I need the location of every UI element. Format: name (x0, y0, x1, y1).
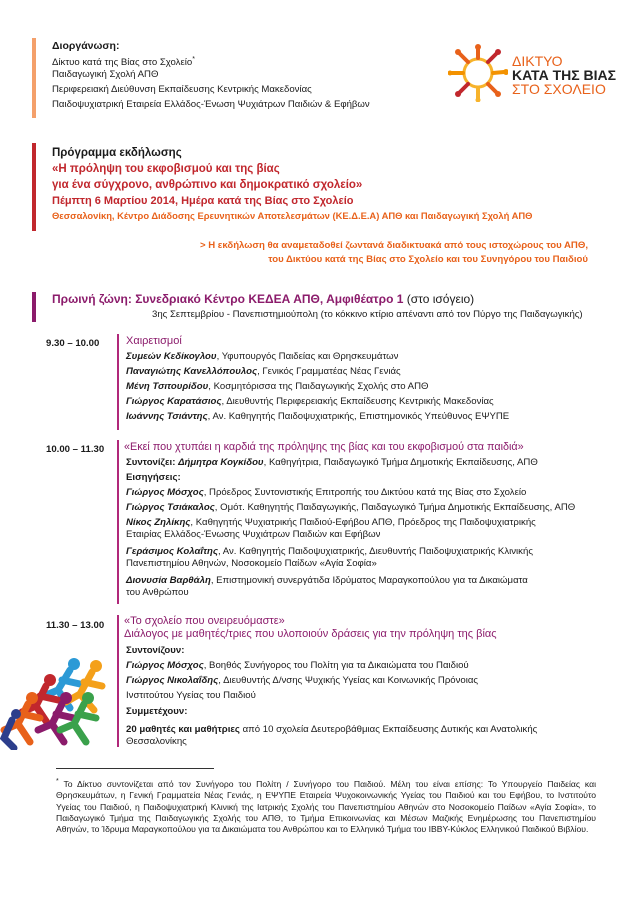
session3-participants: 20 μαθητές και μαθήτριες από 10 σχολεία Δευτεροβάθμιας Εκπαίδευσης Δυτικής και Ανατολικής (126, 724, 538, 735)
session3-moderator: Γιώργος Μόσχος, Βοηθός Συνήγορος του Πολίτη για τα Δικαιώματα του Παιδιού (126, 660, 469, 671)
morning-accent-bar (32, 292, 36, 322)
session1-title: Χαιρετισμοί (126, 335, 182, 347)
session3-participants-label: Συμμετέχουν: (126, 706, 188, 717)
session3-participants-cont: Θεσσαλονίκης (126, 736, 187, 747)
organizers-accent-bar (32, 38, 36, 118)
session2-time: 10.00 – 11.30 (46, 444, 105, 455)
program-accent-bar (32, 143, 36, 231)
program-date: Πέμπτη 6 Μαρτίου 2014, Ημέρα κατά της Βίας στο Σχολείο (52, 195, 354, 207)
stream-note-line2: του Δικτύου κατά της Βίας στο Σχολείο και του Συνηγόρου του Παιδιού (268, 254, 588, 265)
footnote-separator (56, 768, 214, 769)
morning-zone-title: Πρωινή ζώνη: Συνεδριακό Κέντρο ΚΕΔΕΑ ΑΠΘ, Αμφιθέατρο 1 (στο ισόγειο) (52, 292, 475, 306)
session3-title-line1: «Το σχολείο που ονειρευόμαστε» (124, 615, 285, 627)
session2-speaker: Διονυσία Βαρθάλη, Επιστημονική συνεργάτιδα Ιδρύματος Μαραγκοπούλου για τα Δικαιώματα (126, 575, 528, 586)
session3-time: 11.30 – 13.00 (46, 620, 105, 631)
session2-speaker-cont: Εταιρίας Ελλάδος-Ένωσης Ψυχιάτρων Παιδιών και Εφήβων (126, 529, 381, 540)
network-logo-icon (448, 44, 508, 102)
session2-speaker: Νίκος Ζηλίκης, Καθηγητής Ψυχιατρικής Παιδιού-Εφήβου ΑΠΘ, Πρόεδρος της Παιδοψυχιατρικής (126, 517, 536, 528)
session2-speaker-cont: του Ανθρώπου (126, 587, 189, 598)
session3-divider (117, 615, 119, 747)
session2-speaker: Γιώργος Μόσχος, Πρόεδρος Συντονιστικής Επιτροπής του Δικτύου κατά της Βίας στο Σχολείο (126, 487, 527, 498)
session2-speaker: Γιώργος Τσιάκαλος, Ομότ. Καθηγητής Παιδαγωγικής, Παιδαγωγικό Τμήμα Δημοτικής Εκπαίδευσης, ΑΠΘ (126, 502, 576, 513)
logo-text-line2: ΚΑΤΑ ΤΗΣ ΒΙΑΣ (512, 67, 617, 83)
logo-text-line3: ΣΤΟ ΣΧΟΛΕΙΟ (512, 81, 606, 97)
program-venue: Θεσσαλονίκη, Κέντρο Διάδοσης Ερευνητικών Αποτελεσμάτων (ΚΕ.Δ.Ε.Α) ΑΠΘ και Παιδαγωγική Σχολή ΑΠΘ (52, 210, 533, 221)
session2-speakers-label: Εισηγήσεις: (126, 472, 181, 483)
session2-divider (117, 440, 119, 604)
morning-zone-address: 3ης Σεπτεμβρίου - Πανεπιστημιούπολη (το κόκκινο κτίριο απέναντι από τον Πύργο της Παιδαγωγικής) (152, 309, 583, 320)
program-title-line2: για ένα σύγχρονο, ανθρώπινο και δημοκρατικό σχολείο» (52, 179, 363, 191)
session2-title: «Εκεί που χτυπάει η καρδιά της πρόληψης της βίας και του εκφοβισμού στα παιδιά» (124, 441, 524, 453)
organizer-item: Παιδαγωγική Σχολή ΑΠΘ (52, 69, 159, 80)
session1-time: 9.30 – 10.00 (46, 338, 100, 349)
organizer-item: Παιδοψυχιατρική Εταιρεία Ελλάδος-Ένωση Ψυχιάτρων Παιδιών & Εφήβων (52, 99, 370, 110)
stream-note-line1: > Η εκδήλωση θα αναμεταδοθεί ζωντανά διαδικτυακά από τους ιστοχώρους του ΑΠΘ, (199, 240, 588, 251)
session1-speaker: Μένη Τσιτουρίδου, Κοσμητόρισσα της Παιδαγωγικής Σχολής στο ΑΠΘ (126, 381, 429, 392)
session3-moderator-cont: Ινστιτούτου Υγείας του Παιδιού (126, 690, 256, 701)
running-children-illustration-icon (0, 650, 110, 750)
footnote-text: * Το Δίκτυο συντονίζεται από τον Συνήγορο του Πολίτη / Συνήγορο του Παιδιού. Μέλη του είναι επίσης: Το Υπουργείο Παιδείας και Θρησκευμάτων, η Γενική Γραμματεία Νέας Γενιάς, η ΕΨΥΠΕ Εταιρεία Ψυχοκοινωνικής Υγείας του Παιδιού και του Εφήβου, το Ινστιτούτο Υγείας του Παιδιού, η Παιδοψυχιατρική Κλινική της Ιατρικής Σχολής του Πανεπιστημίου Αθηνών στο Νοσοκομείο Παίδων «Αγία Σοφία», το Παιδαγωγικό Τμήμα της Παιδαγωγικής Σχολής του ΑΠΘ, το Τμήμα Επικοινωνίας και Μέσων Μαζικής Ενημέρωσης του Πανεπιστημίου Αθηνών, το Ίδρυμα Μαραγκοπούλου για τα Δικαιώματα του Ανθρώπου και το Ελληνικό Τμήμα του IBBY-Κύκλος Ελληνικού Παιδικού Βιβλίου. (56, 778, 596, 835)
session1-speaker: Παναγιώτης Κανελλόπουλος, Γενικός Γραμματέας Νέας Γενιάς (126, 366, 401, 377)
program-title-line1: «Η πρόληψη του εκφοβισμού και της βίας (52, 163, 280, 175)
program-heading: Πρόγραμμα εκδήλωσης (52, 147, 182, 159)
session3-moderators-label: Συντονίζουν: (126, 645, 185, 656)
session2-speaker-cont: Πανεπιστημίου Αθηνών, Νοσοκομείο Παίδων «Αγία Σοφία» (126, 558, 377, 569)
session3-title-line2: Διάλογος με μαθητές/τριες που υλοποιούν δράσεις για την πρόληψη της βίας (124, 628, 497, 640)
session1-speaker: Ιωάννης Τσιάντης, Αν. Καθηγητής Παιδοψυχιατρικής, Επιστημονικός Υπεύθυνος ΕΨΥΠΕ (126, 411, 510, 422)
session2-speaker: Γεράσιμος Κολαΐτης, Αν. Καθηγητής Παιδοψυχιατρικής, Διευθυντής Παιδοψυχιατρικής Κλινικής (126, 546, 533, 557)
organizer-item: Δίκτυο κατά της Βίας στο Σχολείο* (52, 56, 195, 69)
session1-speaker: Γιώργος Καρατάσιος, Διευθυντής Περιφερειακής Εκπαίδευσης Κεντρικής Μακεδονίας (126, 396, 494, 407)
organizers-heading: Διοργάνωση: (52, 40, 120, 52)
session1-speaker: Συμεών Κεδίκογλου, Υφυπουργός Παιδείας και Θρησκευμάτων (126, 351, 399, 362)
session3-moderator: Γιώργος Νικολαΐδης, Διευθυντής Δ/νσης Ψυχικής Υγείας και Κοινωνικής Πρόνοιας (126, 675, 479, 686)
session1-divider (117, 334, 119, 430)
organizer-item: Περιφερειακή Διεύθυνση Εκπαίδευσης Κεντρικής Μακεδονίας (52, 84, 312, 95)
session2-moderator: Συντονίζει: Δήμητρα Κογκίδου, Καθηγήτρια, Παιδαγωγικό Τμήμα Δημοτικής Εκπαίδευσης, ΑΠΘ (126, 457, 538, 468)
logo-text-line1: ΔΙΚΤΥΟ (512, 53, 563, 69)
